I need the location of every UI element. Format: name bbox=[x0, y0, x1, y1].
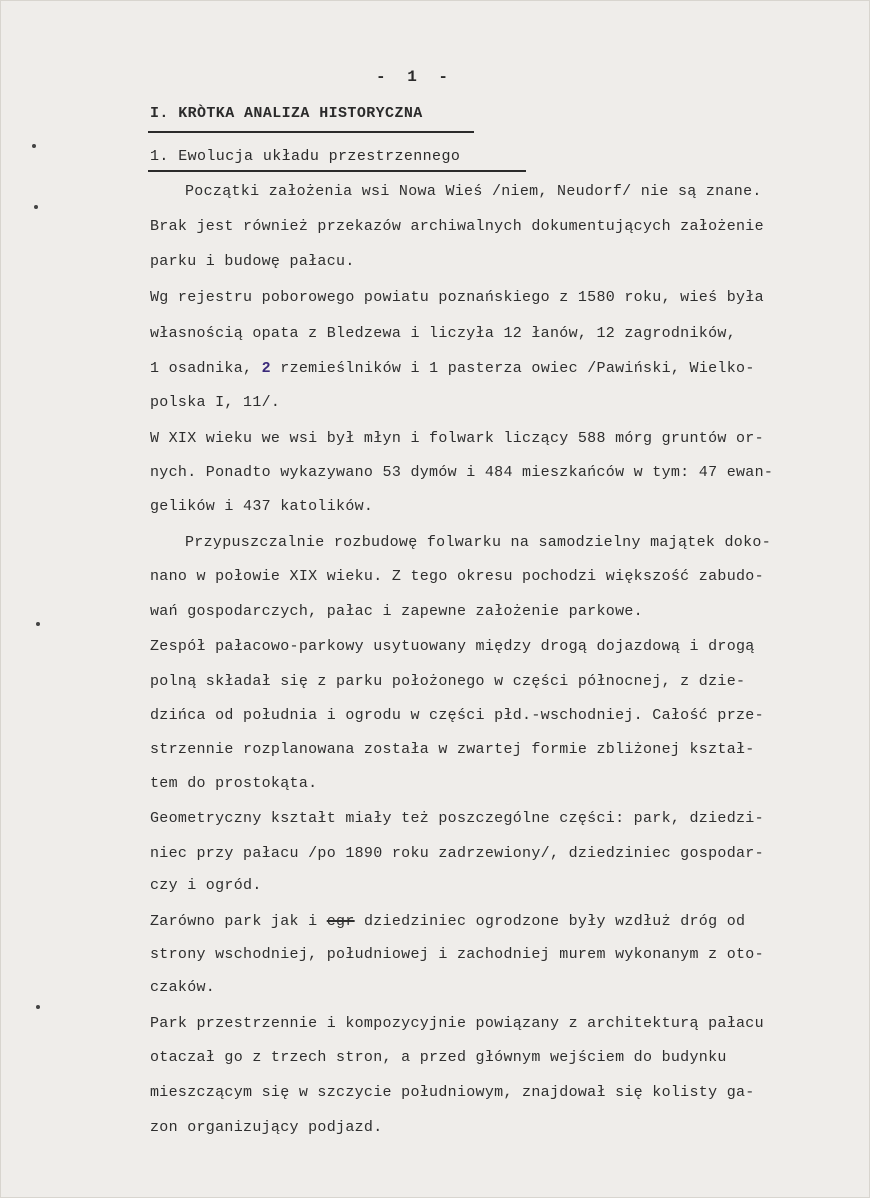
text-line: niec przy pałacu /po 1890 roku zadrzewiony/, dziedziniec gospodar- bbox=[150, 845, 764, 862]
text-segment: Zarówno park jak i bbox=[150, 913, 327, 930]
page-number: - 1 - bbox=[376, 68, 455, 86]
punch-hole-mark bbox=[34, 205, 38, 209]
text-line: Park przestrzennie i kompozycyjnie powiązany z architekturą pałacu bbox=[150, 1015, 764, 1032]
punch-hole-mark bbox=[36, 622, 40, 626]
text-line: Zespół pałacowo-parkowy usytuowany między drogą dojazdową i drogą bbox=[150, 638, 755, 655]
text-line: zon organizujący podjazd. bbox=[150, 1119, 383, 1136]
handwritten-digit: 2 bbox=[261, 360, 271, 377]
text-segment: 1 osadnika, bbox=[150, 360, 253, 377]
text-line: polska I, 11/. bbox=[150, 394, 281, 411]
text-line: czaków. bbox=[150, 979, 216, 996]
sub-heading-underline bbox=[148, 170, 526, 172]
punch-hole-mark bbox=[36, 1005, 40, 1009]
text-line: nych. Ponadto wykazywano 53 dymów i 484 mieszkańców w tym: 47 ewan- bbox=[150, 464, 774, 481]
text-line: W XIX wieku we wsi był młyn i folwark liczący 588 mórg gruntów or- bbox=[150, 430, 764, 447]
text-line: gelików i 437 katolików. bbox=[150, 498, 374, 515]
text-segment: rzemieślników i 1 pasterza owiec /Pawiński, Wielko- bbox=[280, 360, 755, 377]
text-line: Geometryczny kształt miały też poszczególne części: park, dziedzi- bbox=[150, 810, 764, 827]
text-line: czy i ogród. bbox=[150, 877, 262, 894]
text-line: parku i budowę pałacu. bbox=[150, 253, 355, 270]
main-heading-underline bbox=[148, 131, 474, 133]
text-line: mieszczącym się w szczycie południowym, znajdował się kolisty ga- bbox=[150, 1084, 755, 1101]
text-line: nano w połowie XIX wieku. Z tego okresu pochodzi większość zabudo- bbox=[150, 568, 764, 585]
text-line: wań gospodarczych, pałac i zapewne założenie parkowe. bbox=[150, 603, 643, 620]
text-line: strzennie rozplanowana została w zwartej formie zbliżonej kształ- bbox=[150, 741, 755, 758]
sub-heading: 1. Ewolucja układu przestrzennego bbox=[150, 148, 461, 165]
main-heading: I. KRÒTKA ANALIZA HISTORYCZNA bbox=[150, 105, 423, 122]
punch-hole-mark bbox=[32, 144, 36, 148]
text-line: Wg rejestru poborowego powiatu poznańskiego z 1580 roku, wieś była bbox=[150, 289, 764, 306]
text-line: własnością opata z Bledzewa i liczyła 12 łanów, 12 zagrodników, bbox=[150, 325, 736, 342]
struck-word: egr bbox=[326, 913, 355, 930]
text-line: strony wschodniej, południowej i zachodniej murem wykonanym z oto- bbox=[150, 946, 764, 963]
text-segment: dziedziniec ogrodzone były wzdłuż dróg od bbox=[363, 913, 746, 930]
text-line: Początki założenia wsi Nowa Wieś /niem, Neudorf/ nie są znane. bbox=[185, 183, 762, 200]
text-line: polną składał się z parku położonego w części północnej, z dzie- bbox=[150, 673, 746, 690]
text-line: dzińca od południa i ogrodu w części płd.-wschodniej. Całość prze- bbox=[150, 707, 764, 724]
text-line: Przypuszczalnie rozbudowę folwarku na samodzielny majątek doko- bbox=[185, 534, 771, 551]
text-line: tem do prostokąta. bbox=[150, 775, 318, 792]
text-line-with-handwriting bbox=[150, 360, 755, 377]
text-line: otaczał go z trzech stron, a przed głównym wejściem do budynku bbox=[150, 1049, 727, 1066]
text-line: Brak jest również przekazów archiwalnych dokumentujących założenie bbox=[150, 218, 764, 235]
text-line-with-strikethrough bbox=[150, 913, 745, 930]
